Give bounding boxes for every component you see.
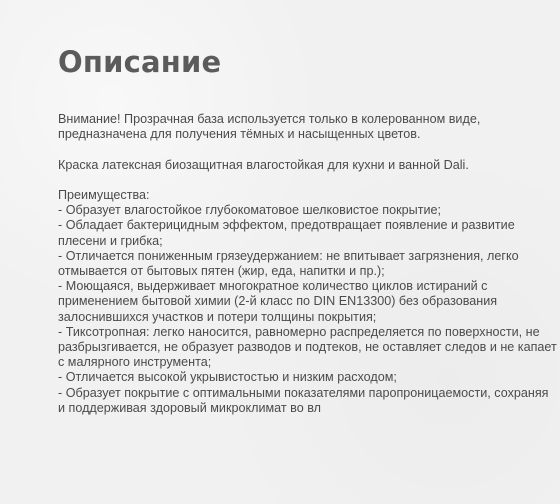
advantage-line-7: применением бытовой химии (2-й класс по DIN EN13300) без образования [58,294,498,309]
advantage-line-5: отмывается от бытовых пятен (жир, еда, напитки и пр.); [58,264,385,278]
warning-line-1: Внимание! Прозрачная база используется только в колерованном виде, [58,112,481,126]
page-title: Описание [58,45,222,79]
warning-line-2: предназначена для получения тёмных и насыщенных цветов. [58,127,421,142]
advantage-line-1: - Образует влагостойкое глубокоматовое шелковистое покрытие; [58,203,441,218]
advantage-line-13: - Образует покрытие с оптимальными показателями паропроницаемости, сохраняя [58,385,549,400]
warning-paragraph [58,112,513,142]
description-content [58,112,557,416]
advantage-line-14: и поддерживая здоровый микроклимат во вл [58,400,321,415]
advantage-line-6: - Моющаяся, выдерживает многократное количество циклов истираний с [58,279,488,294]
product-paragraph [58,158,513,173]
advantage-line-3: плесени и грибка; [58,233,163,248]
advantage-line-4: - Отличается пониженным грязеудержанием: не впитывает загрязнения, легко [58,248,519,263]
advantages-paragraph [58,187,557,416]
advantage-line-2: - Обладает бактерицидным эффектом, предотвращает появление и развитие [58,218,515,233]
advantage-line-8: залоснившихся участков и потери толщины покрытия; [58,309,377,324]
advantage-line-9: - Тиксотропная: легко наносится, равномерно распределяется по поверхности, не [58,324,540,339]
paragraph-spacer-2 [58,173,513,188]
product-line-1: Краска латексная биозащитная влагостойкая для кухни и ванной Dali. [58,157,469,172]
advantage-line-11: с малярного инструмента; [58,355,212,370]
paragraph-spacer-1 [58,142,513,157]
advantages-heading: Преимущества: [58,187,150,202]
advantage-line-10: разбрызгивается, не образует разводов и подтеков, не оставляет следов и не капает [58,340,557,355]
advantage-line-12: - Отличается высокой укрывистостью и низким расходом; [58,370,397,385]
